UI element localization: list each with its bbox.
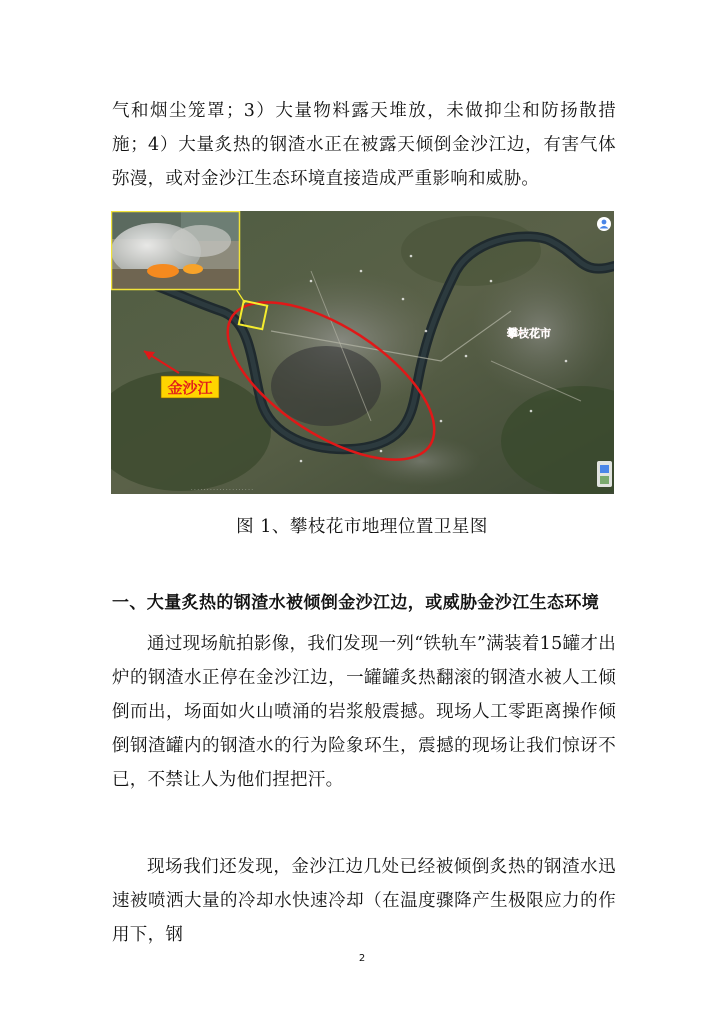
user-icon[interactable] xyxy=(597,217,611,231)
section-heading: 一、大量炙热的钢渣水被倾倒金沙江边，或威胁金沙江生态环境 xyxy=(112,593,600,613)
svg-text:金沙江: 金沙江 xyxy=(167,379,213,397)
satellite-map xyxy=(111,211,614,494)
satellite-layer-icon[interactable] xyxy=(597,461,612,487)
satellite-map-figure xyxy=(111,211,614,494)
figure-caption: 图 1、攀枝花市地理位置卫星图 xyxy=(236,517,488,537)
river-label xyxy=(161,376,219,398)
paragraph-2: 通过现场航拍影像，我们发现一列“铁轨车”满装着15罐才出炉的钢渣水正停在金沙江边，一罐罐炙热翻滚的钢渣水被人工倾倒而出，场面如火山喷涌的岩浆般震撼。现场人工零距离操作倾倒钢渣罐内的钢渣水的行为险象环生，震撼的现场让我们惊讶不已，不禁让人为他们捏把汗。 xyxy=(112,634,616,790)
paragraph-1: 气和烟尘笼罩；3）大量物料露天堆放，未做抑尘和防扬散措施；4）大量炙热的钢渣水正在被露天倾倒金沙江边，有害气体弥漫，或对金沙江生态环境直接造成严重影响和威胁。 xyxy=(112,101,616,189)
inset-photo xyxy=(111,211,240,290)
page-number: 2 xyxy=(358,953,366,964)
map-attribution: · · · · · · · · · · · · · · · · · · · · xyxy=(191,487,253,493)
paragraph-3: 现场我们还发现，金沙江边几处已经被倾倒炙热的钢渣水迅速被喷洒大量的冷却水快速冷却（在温度骤降产生极限应力的作用下，钢 xyxy=(112,857,616,945)
industrial-zone xyxy=(271,346,381,426)
city-label: 攀枝花市 xyxy=(507,327,551,340)
